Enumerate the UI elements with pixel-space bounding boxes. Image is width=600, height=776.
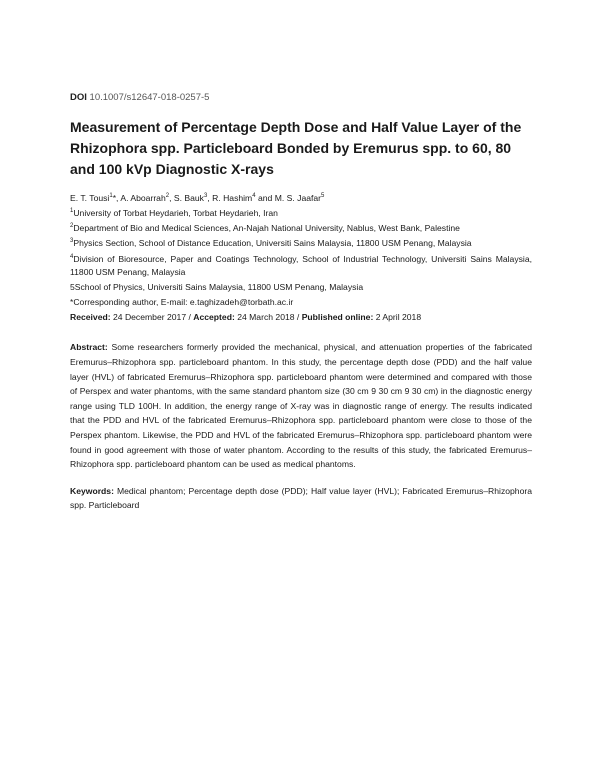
doi-line [70, 92, 532, 103]
author-list [70, 192, 532, 205]
keywords-label: Keywords: [70, 485, 114, 496]
keywords-text: Medical phantom; Percentage depth dose (PDD); Half value layer (HVL); Fabricated Eremurus–Rhizophora spp. Particleboard [70, 485, 532, 511]
keywords [70, 484, 532, 513]
published-online-date: 2 April 2018 [375, 312, 422, 323]
author-4: R. Hashim$^4$ and [212, 193, 275, 203]
author-3: S. Bauk$^3$, [173, 193, 213, 203]
abstract-label: Abstract: [70, 342, 108, 353]
doi-label: DOI [70, 92, 87, 103]
abstract [70, 340, 532, 471]
doi-value[interactable]: 10.1007/s12647-018-0257-5 [89, 92, 210, 103]
corresponding-author: *Corresponding author, E-mail: e.taghizadeh@torbath.ac.ir [70, 297, 294, 308]
author-5: M. S. Jaafar$^5$ [274, 193, 325, 203]
author-1: E. T. Tousi$^1$*, [70, 193, 121, 203]
affiliation-1: $^1$University of Torbat Heydarieh, Torbat Heydarieh, Iran [70, 208, 278, 218]
paper-page [70, 92, 532, 513]
abstract-text: Some researchers formerly provided the mechanical, physical, and attenuation properties of the fabricated Eremurus–Rhizophora spp. particleboard phantom. In this study, the percentage depth dose (PDD) and the half value layer (HVL) of fabricated Eremurus–Rhizophora spp. particleboard phantom were determined and compared with those of Perspex and water phantoms, with the same standard phantom size (30 cm 9 30 cm 9 30 cm) in the diagnostic energy range using TLD 100H. In addition, the energy range of X-ray was in diagnostic range of energy. The results indicated that the PDD and HVL of the fabricated Eremurus–Rhizophora spp. particleboard phantom were close to those of the Perspex phantom. Likewise, the PDD and HVL of the fabricated Eremurus–Rhizophora spp. particleboard phantom were found in good agreement with those of water phantom. According to the results of this study, the fabricated Eremurus–Rhizophora spp. particleboard phantom can be used as medical phantoms. [70, 342, 532, 470]
affiliation-2: $^2$Department of Bio and Medical Sciences, An-Najah National University, Nablus, West Bank, Palestine [70, 223, 460, 234]
affiliation-4: $^4$Division of Bioresource, Paper and Coatings Technology, School of Industrial Technology, Universiti Sains Malaysia, 11800 USM Penang, Malaysia [70, 253, 532, 277]
received-date: 24 December 2017 [113, 312, 187, 323]
accepted-date: 24 March 2018 [237, 312, 295, 323]
author-2: A. Aboarrah$^2$, [120, 193, 174, 203]
affiliation-5: 5School of Physics, Universiti Sains Malaysia, 11800 USM Penang, Malaysia [70, 282, 364, 293]
publication-dates: Received: 24 December 2017 / Accepted: 24 March 2018 / Published online: 2 April 2018 [70, 312, 422, 323]
paper-title: Measurement of Percentage Depth Dose and Half Value Layer of the Rhizophora spp. Particleboard Bonded by Eremurus spp. to 60, 80 and 100 kVp Diagnostic X-rays [70, 119, 522, 177]
affiliation-3: $^3$Physics Section, School of Distance Education, Universiti Sains Malaysia, 11800 USM Penang, Malaysia [70, 238, 472, 249]
